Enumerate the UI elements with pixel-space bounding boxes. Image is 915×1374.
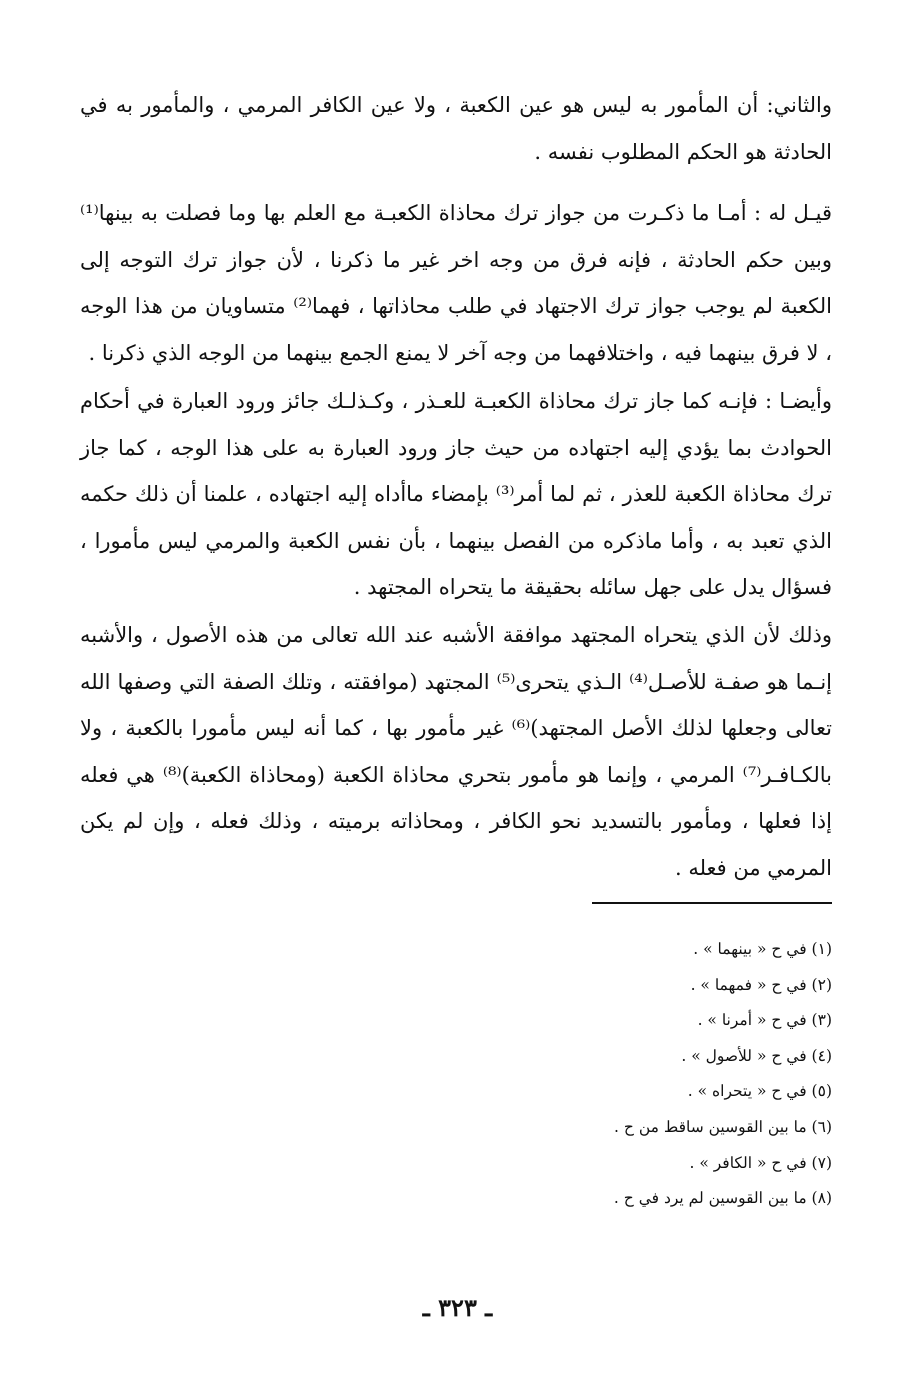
page-number: ـ ٣٢٣ ـ (422, 1293, 493, 1322)
footnotes-list (420, 932, 832, 1217)
paragraph-second-point: والثاني: أن المأمور به ليس هو عين الكعبة ، ولا عين الكافر المرمي ، والمأمور به في الحادثة هو الحكم المطلوب نفسه . (80, 93, 832, 164)
footnote-item: (٤) في ح « للأصول » . (681, 1046, 832, 1065)
paragraph-also: وأيضـا : فإنـه كما جاز ترك محاذاة الكعبـة للعـذر ، وكـذلـك جائز ورود العبارة في أحكام الحوادث بما يؤدي إليه اجتهاده من حيث جاز ورود العبارة به على هذا الوجه ، كما جاز ترك محاذاة الكعبة للعذر ، ثم لما أمر⁽³⁾ بإمضاء ماأداه إليه اجتهاده ، علمنا أن ذلك حكمه الذي تعبد به ، وأما ماذكره من الفصل بينهما ، بأن نفس الكعبة والمرمي ليس مأمورا ، فسؤال يدل على جهل سائله بحقيقة ما يتحراه المجتهد . (80, 389, 832, 600)
paragraph-explanation: وذلك لأن الذي يتحراه المجتهد موافقة الأشبه عند الله تعالى من هذه الأصول ، والأشبه إنـما هو صفـة للأصـل⁽⁴⁾ الـذي يتحرى⁽⁵⁾ المجتهد (موافقته ، وتلك الصفة التي وصفها الله تعالى وجعلها لذلك الأصل المجتهد)⁽⁶⁾ غير مأمور بها ، كما أنه ليس مأمورا بالكعبة ، ولا بالكـافـر⁽⁷⁾ المرمي ، وإنما هو مأمور بتحري محاذاة الكعبة (ومحاذاة الكعبة)⁽⁸⁾ هي فعله إذا فعلها ، ومأمور بالتسديد نحو الكافر ، ومحاذاته برميته ، وذلك فعله ، وإن لم يكن المرمي من فعله . (80, 623, 832, 880)
footnote-item: (٢) في ح « فمهما » . (690, 975, 832, 994)
footnote-item: (٥) في ح « يتحراه » . (687, 1082, 832, 1101)
footnote-divider (592, 902, 832, 904)
footnote-item: (٧) في ح « الكافر » . (689, 1153, 832, 1172)
paragraph-reply: قيـل له : أمـا ما ذكـرت من جواز ترك محاذاة الكعبـة مع العلم بها وما فصلت به بينها⁽¹⁾ وبين حكم الحادثة ، فإنه فرق من وجه اخر غير ما ذكرنا ، لأن جواز ترك التوجه إلى الكعبة لم يوجب جواز ترك الاجتهاد في طلب محاذاتها ، فهما⁽²⁾ متساويان من هذا الوجه ، لا فرق بينهما فيه ، واختلافهما من وجه آخر لا يمنع الجمع بينهما من الوجه الذي ذكرنا . (80, 201, 833, 365)
footnote-item: (٨) ما بين القوسين لم يرد في ح . (613, 1189, 832, 1208)
footnote-item: (٦) ما بين القوسين ساقط من ح . (614, 1117, 832, 1136)
footnote-item: (١) في ح « بينهما » . (693, 940, 832, 958)
footnote-item: (٣) في ح « أمرنا » . (697, 1011, 832, 1030)
